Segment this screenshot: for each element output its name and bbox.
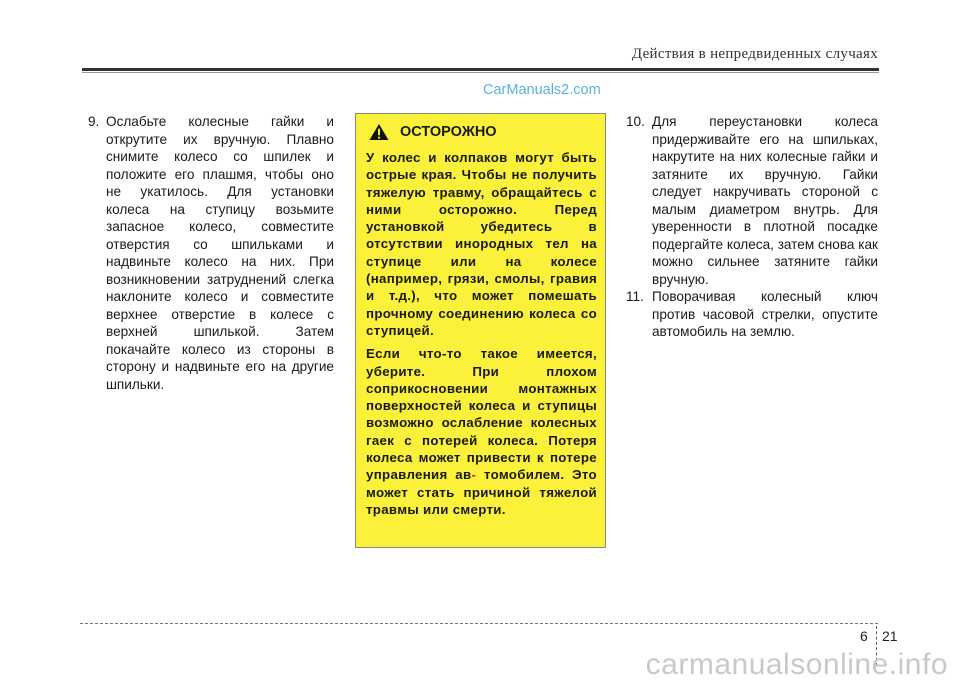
warning-hyphen: -: [471, 467, 477, 483]
warning-paragraph-1: У колес и колпаков могут быть острые края. Чтобы не получить тяжелую травму, обращайтесь с ними осторожно. Перед установкой убедитесь в отсутствии инородных тел на ступице или на колесе (например, грязи, смолы, гравия и т.д.), что может помешать прочному соединению колеса со ступицей.: [366, 150, 597, 338]
item-text: Для переустановки колеса придерживайте его на шпильках, накрутите на них колесные гайки и затяните их вручную. Гайки следует накручивать стороной с малым диаметром внутрь. Для уверенности в плотной посадке подергайте колеса, затем снова как можно сильнее затяните гайки вручную.: [652, 114, 878, 287]
item-number: 9.: [88, 114, 100, 129]
item-text: Ослабьте колесные гайки и открутите их вручную. Плавно снимите колесо со шпилек и положите его плашмя, чтобы оно не укатилось. Для установки колеса на ступицу возьмите запасное колесо, совместите отверстия со шпильками и надвиньте колесо на них. При возникновении затруднений слегка наклоните колесо и совместите верхнее отверстие в колесе с верхней шпилькой. Затем покачайте колесо из стороны в сторону и надвиньте его на другие шпильки.: [106, 114, 334, 392]
warning-paragraph-2-main: Если что-то такое имеется, уберите. При плохом соприкосновении монтажных поверхностей колеса и ступицы возможно ослабление колесных гаек с потерей колеса. Потеря колеса может привести к потере управления ав: [366, 346, 597, 483]
footer-watermark: carmanualsonline.info: [645, 648, 948, 681]
page-header-title: Действия в непредвиденных случаях: [631, 46, 878, 62]
item-number: 10.: [626, 114, 645, 129]
warning-triangle-icon: [368, 123, 390, 141]
header-rule-thin: [82, 72, 879, 73]
watermark-text: CarManuals2.com: [483, 82, 601, 98]
warning-paragraph-2: [366, 345, 597, 518]
item-number: 11.: [626, 289, 644, 304]
item-text: Поворачивая колесный ключ против часовой стрелки, опустите автомобиль на землю.: [652, 289, 878, 339]
right-column: [626, 113, 878, 341]
header-rule: [82, 68, 879, 71]
warning-paragraph-2-end: томобилем. Это может стать причиной тяжелой травмы или смерти.: [366, 467, 597, 517]
footer-rule: [80, 623, 878, 624]
left-column: [88, 113, 334, 393]
warning-box: [355, 113, 606, 548]
list-item: [626, 113, 878, 288]
warning-title: ОСТОРОЖНО: [400, 124, 497, 140]
page-number: 21: [882, 628, 898, 644]
list-item: [626, 288, 878, 341]
section-number: 6: [860, 628, 868, 644]
list-item: [88, 113, 334, 393]
warning-header: [368, 123, 597, 141]
